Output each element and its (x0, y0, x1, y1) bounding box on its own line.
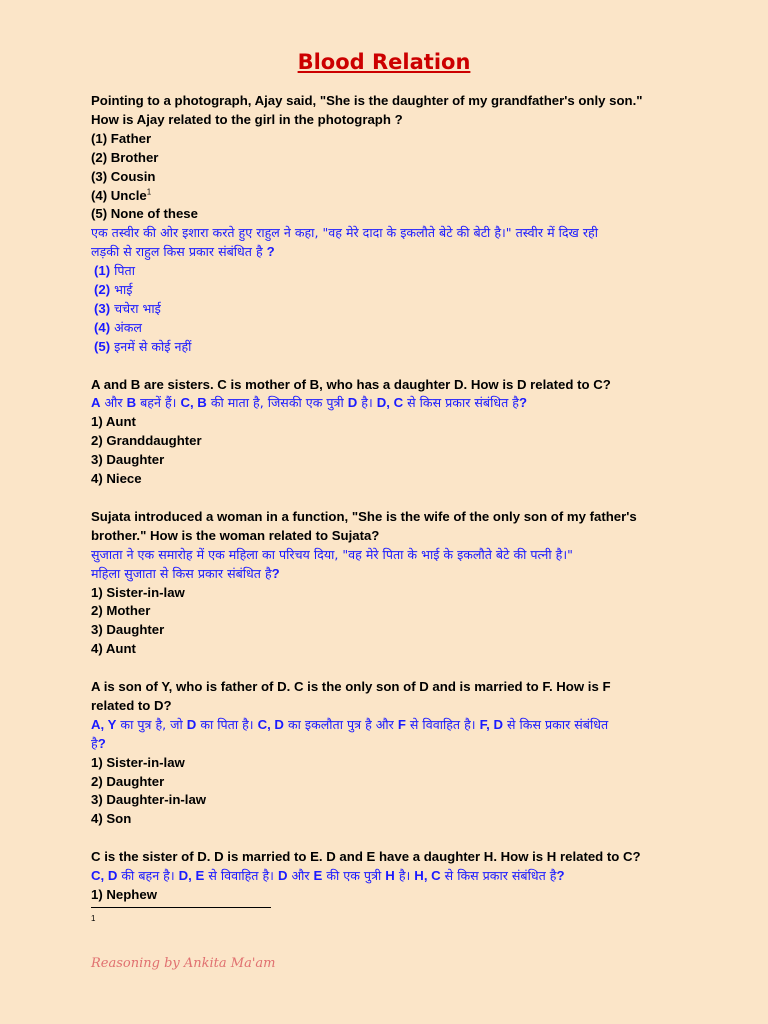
question-5 (91, 848, 691, 905)
q1-hindi-option-1-num: (1) (94, 263, 111, 279)
q2-hi-qmark: ? (518, 395, 528, 411)
q4-hindi-line-2 (91, 735, 691, 754)
question-2 (91, 376, 691, 489)
q3-option-2: 2) Mother (91, 603, 151, 619)
q1-english-line-2: How is Ajay related to the girl in the photograph ? (91, 111, 403, 127)
q2-hi-dc-text: से किस प्रकार संबंधित है (403, 395, 519, 411)
q5-hi-hc: H, C (414, 868, 441, 884)
q2-hi-a-text: और (100, 395, 127, 411)
q4-hindi-line-2-text: है (91, 735, 98, 751)
q3-hindi-line-2-text: महिला सुजाता से किस प्रकार संबंधित है (91, 565, 272, 581)
q1-option-5: (5) None of these (91, 206, 198, 222)
footnote-marker: 1 (91, 914, 96, 923)
q1-option-3: (3) Cousin (91, 168, 156, 184)
q5-hi-d: D (277, 868, 288, 884)
q3-hindi-line-2 (91, 565, 691, 584)
q5-hi-hc-text: से किस प्रकार संबंधित है (440, 868, 557, 884)
q4-hi-ay: A, Y (91, 716, 117, 732)
q4-option-4: 4) Son (91, 811, 132, 827)
q1-hindi-option-5-num: (5) (94, 338, 111, 354)
q1-option-4-text: (4) Uncle (91, 187, 147, 203)
q4-english-line-1: A is son of Y, who is father of D. C is the only son of D and is married to F. How is F (91, 679, 611, 695)
spacer (91, 659, 691, 678)
q1-hindi-option-3-text: चचेरा भाई (110, 300, 161, 316)
q2-option-4: 4) Niece (91, 471, 142, 487)
q2-english-line: A and B are sisters. C is mother of B, who has a daughter D. How is D related to C? (91, 376, 611, 392)
q4-english-line-2: related to D? (91, 697, 172, 713)
q3-hindi-line-1: सुजाता ने एक समारोह में एक महिला का परिचय दिया, "वह मेरे पिता के भाई के इकलौते बेटे की पत्नी है।" (91, 546, 573, 562)
q5-hi-d-text: और (287, 868, 314, 884)
q5-hi-h-text: है। (394, 868, 415, 884)
q1-hindi-option-4-num: (4) (94, 319, 111, 335)
q2-hi-cb-text: की माता है, जिसकी एक पुत्री (206, 395, 348, 411)
page-title: Blood Relation (297, 50, 471, 74)
q4-hi-f: F (397, 716, 406, 732)
q3-option-3: 3) Daughter (91, 622, 165, 638)
q5-hi-e-text: की एक पुत्री (322, 868, 386, 884)
question-4 (91, 678, 691, 829)
spacer (91, 489, 691, 508)
q1-hindi-option-4 (91, 319, 691, 338)
q4-hi-cd: C, D (257, 716, 284, 732)
q4-hi-f-text: से विवाहित है। (405, 716, 480, 732)
q1-hindi-option-1 (91, 262, 691, 281)
q4-hi-ay-text: का पुत्र है, जो (116, 716, 187, 732)
q1-option-2: (2) Brother (91, 149, 159, 165)
footnote-divider (91, 907, 271, 908)
q4-hindi-qmark: ? (97, 735, 106, 751)
q1-hindi-option-5 (91, 338, 691, 357)
q5-hi-e: E (313, 868, 323, 884)
q2-hi-dc: D, C (376, 395, 404, 411)
q4-hi-fd-text: से किस प्रकार संबंधित (503, 716, 609, 732)
q5-hi-de-text: से विवाहित है। (204, 868, 278, 884)
q2-option-1: 1) Aunt (91, 414, 136, 430)
q3-option-1: 1) Sister-in-law (91, 584, 185, 600)
q1-hindi-option-3 (91, 300, 691, 319)
q1-hindi-option-2-text: भाई (110, 282, 133, 298)
q5-hi-h: H (385, 868, 395, 884)
q2-hi-b-text: बहनें हैं। (136, 395, 181, 411)
q1-hindi-line-2-text: लड़की से राहुल किस प्रकार संबंधित है (91, 244, 267, 260)
q1-option-4 (91, 187, 691, 206)
q3-english-line-1: Sujata introduced a woman in a function, "She is the wife of the only son of my father's (91, 508, 637, 524)
q4-hi-d-text: का पिता है। (196, 716, 258, 732)
q2-hi-d: D (347, 395, 358, 411)
q5-hi-cd: C, D (91, 868, 118, 884)
q2-hi-b: B (126, 395, 137, 411)
q4-option-1: 1) Sister-in-law (91, 754, 185, 770)
q1-hindi-option-2-num: (2) (94, 282, 111, 298)
spacer (91, 357, 691, 376)
q1-hindi-option-5-text: इनमें से कोई नहीं (110, 338, 192, 354)
q1-hindi-option-2 (91, 281, 691, 300)
q1-hindi-option-3-num: (3) (94, 300, 111, 316)
question-1 (91, 92, 691, 357)
q2-hi-a: A (91, 395, 101, 411)
q1-hindi-option-1-text: पिता (110, 263, 135, 279)
q4-hi-fd: F, D (479, 716, 504, 732)
q5-english-line: C is the sister of D. D is married to E. D and E have a daughter H. How is H related to C? (91, 849, 641, 865)
q5-hi-de: D, E (178, 868, 205, 884)
q2-hi-d-text: है। (357, 395, 377, 411)
q3-hindi-qmark: ? (271, 565, 280, 581)
q4-hi-d: D (186, 716, 197, 732)
q5-option-1: 1) Nephew (91, 887, 157, 902)
q4-option-3: 3) Daughter-in-law (91, 792, 207, 808)
q4-option-2: 2) Daughter (91, 773, 165, 789)
footnote-reference[interactable]: 1 (146, 187, 152, 197)
q5-hi-cd-text: की बहन है। (117, 868, 179, 884)
q3-english-line-2: brother." How is the woman related to Sujata? (91, 527, 380, 543)
question-content (91, 92, 691, 905)
q1-hindi-qmark: ? (266, 244, 275, 260)
q2-hindi-line (91, 394, 691, 413)
q4-hi-cd-text: का इकलौता पुत्र है और (283, 716, 398, 732)
q2-option-2: 2) Granddaughter (91, 433, 202, 449)
q4-hindi-line-1 (91, 716, 691, 735)
spacer (91, 829, 691, 848)
q5-hindi-line (91, 867, 691, 886)
q1-option-1: (1) Father (91, 130, 152, 146)
q2-hi-cb: C, B (180, 395, 207, 411)
footer-credit: Reasoning by Ankita Ma'am (91, 956, 276, 971)
question-3 (91, 508, 691, 659)
q1-hindi-line-2 (91, 243, 691, 262)
q1-hindi-line-1: एक तस्वीर की ओर इशारा करते हुए राहुल ने कहा, "वह मेरे दादा के इकलौते बेटे की बेटी है।" तस्वीर में दिख रही (91, 225, 598, 241)
q2-option-3: 3) Daughter (91, 452, 165, 468)
q1-hindi-option-4-text: अंकल (110, 319, 142, 335)
q1-english-line-1: Pointing to a photograph, Ajay said, "She is the daughter of my grandfather's only son." (91, 93, 643, 108)
q5-hi-qmark: ? (556, 868, 565, 884)
q3-option-4: 4) Aunt (91, 641, 136, 657)
